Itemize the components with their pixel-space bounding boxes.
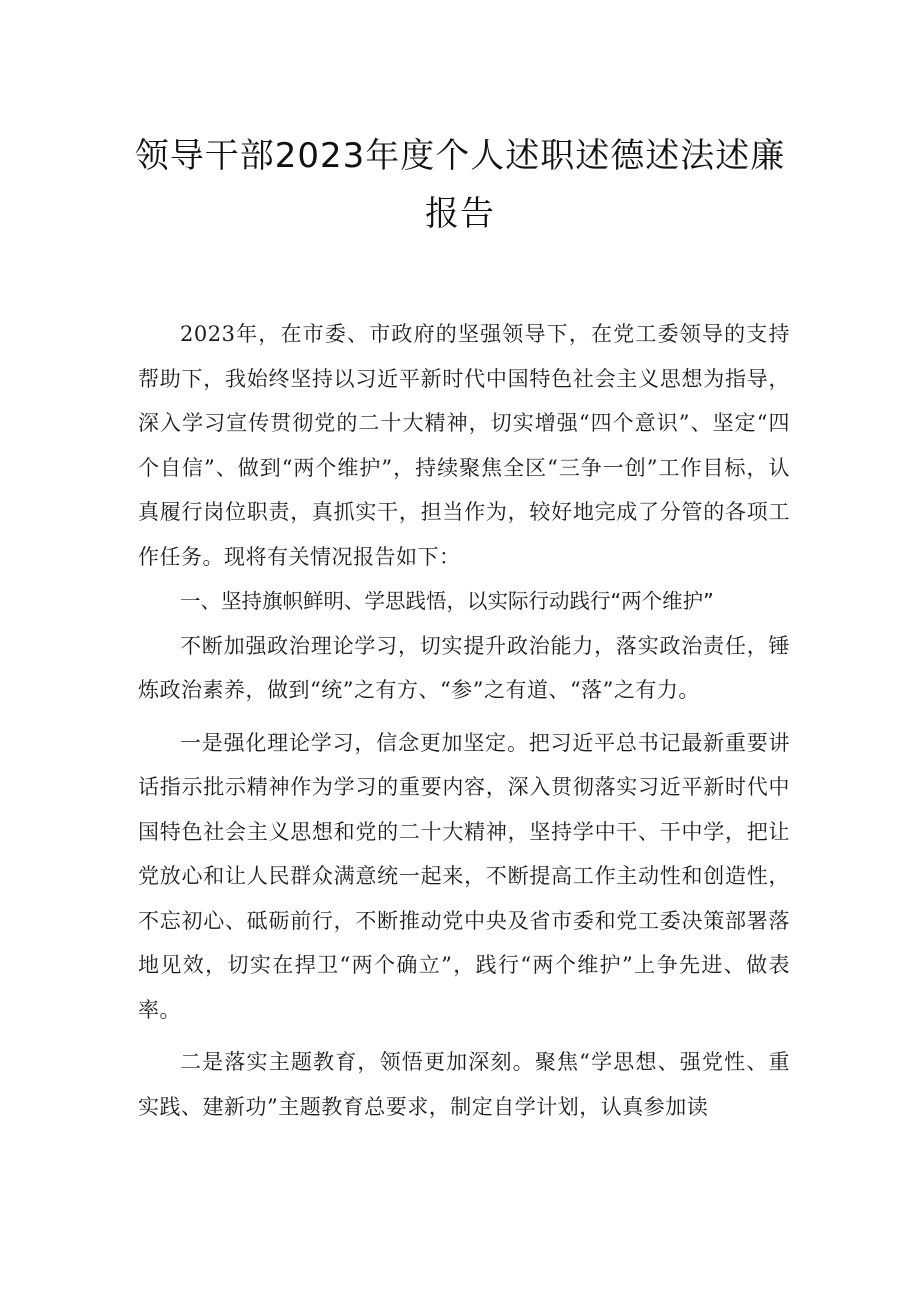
point-1-paragraph: 一是强化理论学习，信念更加坚定。把习近平总书记最新重要讲话指示批示精神作为学习的重要内容，深入贯彻落实习近平新时代中国特色社会主义思想和党的二十大精神，坚持学中干、干中学，把让党放心和让人民群众满意统一起来，不断提高工作主动性和创造性，不忘初心、砥砺前行，不断推动党中央及省市委和党工委决策部署落地见效，切实在捍卫“两个确立”，践行“两个维护”上争先进、做表率。 <box>138 730 790 1022</box>
document-title-line-2: 报告 <box>425 194 495 234</box>
document-title-line-1: 领导干部2023年度个人述职述德述法述廉 <box>134 136 786 176</box>
intro-paragraph: 2023年，在市委、市政府的坚强领导下，在党工委领导的支持帮助下，我始终坚持以习近平新时代中国特色社会主义思想为指导，深入学习宣传贯彻党的二十大精神，切实增强“四个意识”、坚定“四个自信”、做到“两个维护”，持续聚焦全区“三争一创”工作目标，认真履行岗位职责，真抓实干，担当作为，较好地完成了分管的各项工作任务。现将有关情况报告如下： <box>138 322 790 569</box>
point-2-paragraph: 二是落实主题教育，领悟更加深刻。聚焦“学思想、强党性、重实践、建新功”主题教育总要求，制定自学计划，认真参加读 <box>138 1050 790 1119</box>
document-body <box>138 312 790 1129</box>
section-1-summary-paragraph: 不断加强政治理论学习，切实提升政治能力，落实政治责任，锤炼政治素养，做到“统”之有方、“参”之有道、“落”之有力。 <box>138 633 790 702</box>
section-heading-1: 一、坚持旗帜鲜明、学思践悟，以实际行动践行“两个维护” <box>180 589 714 613</box>
